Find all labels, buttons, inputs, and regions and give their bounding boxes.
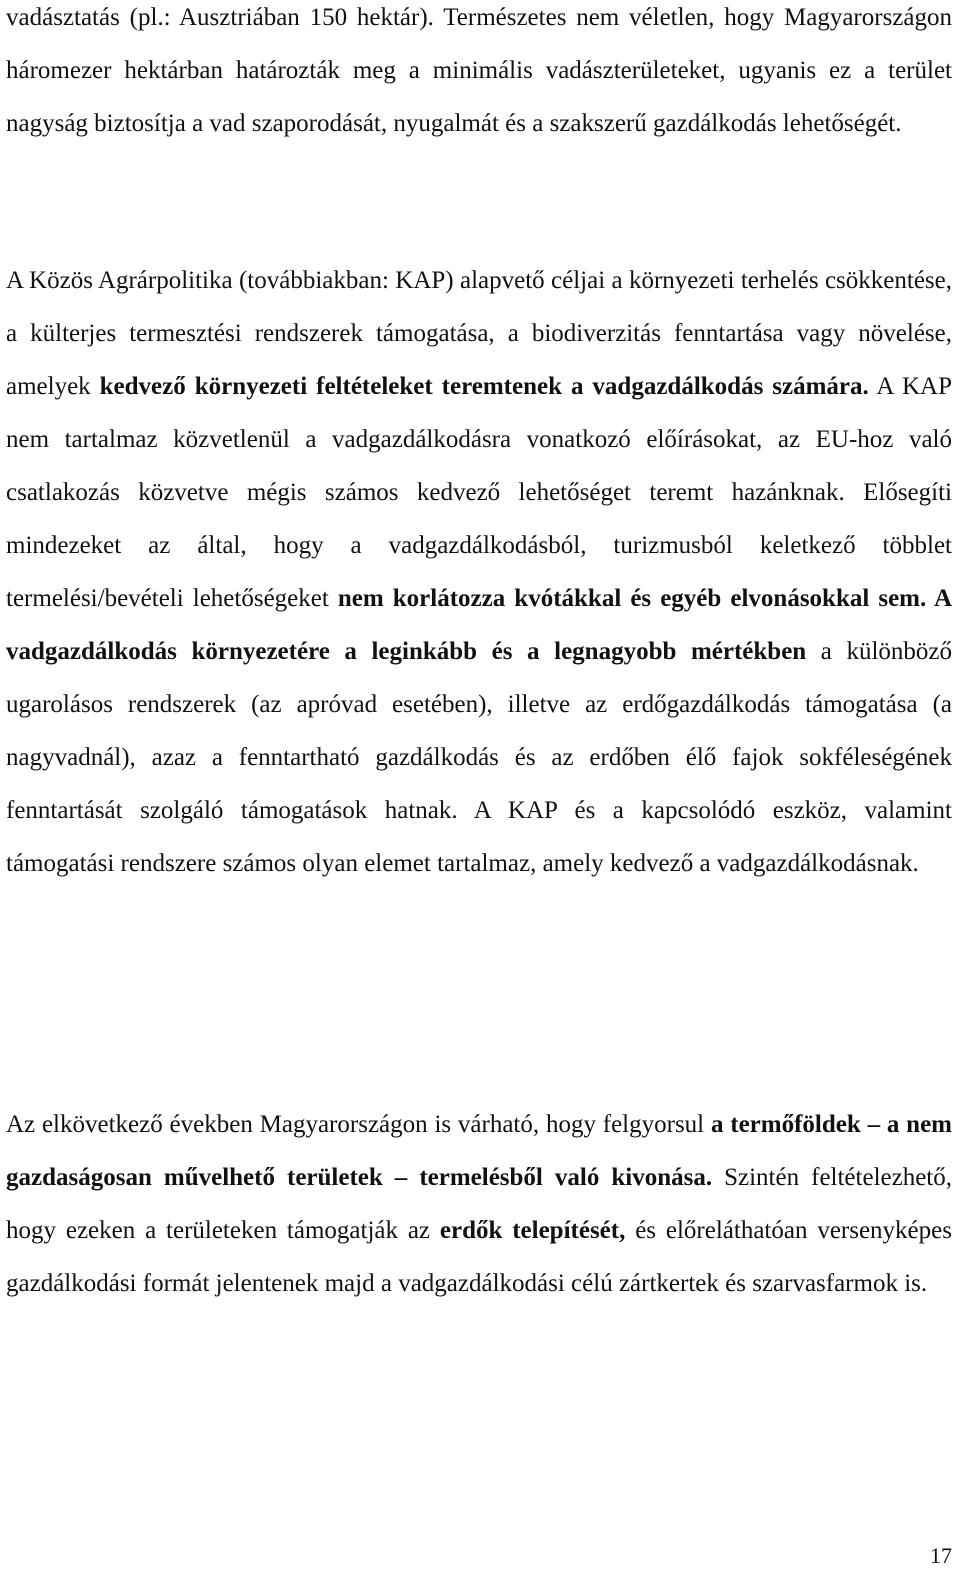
text-segment: Szintén feltételezhető, hogy ezeken a területeken támogatják az [6,1164,952,1244]
page-number: 17 [930,1543,952,1568]
paragraph-cap-objectives [6,254,952,890]
paragraph-future-outlook [6,1098,952,1310]
text-segment: és előreláthatóan versenyképes gazdálkodási formát jelentenek majd a vadgazdálkodási célú zártkertek és szarvasfarmok is. [6,1217,952,1297]
bold-text-segment: erdők telepítését, [439,1217,626,1244]
text-segment: Az elkövetkező években Magyarországon is várható, hogy felgyorsul [6,1111,711,1138]
bold-text-segment: a termőföldek – a nem gazdaságosan művelhető területek – termelésből való kivonása. [6,1111,953,1191]
bold-text-segment: nem korlátozza kvótákkal és egyéb elvonásokkal sem. A vadgazdálkodás környezetére a leginkább és a legnagyobb mértékben [6,585,952,665]
text-segment: vadásztatás (pl.: Ausztriában 150 hektár). Természetes nem véletlen, hogy Magyarországon háromezer hektárban határozták meg a minimális vadászterületeket, ugyanis ez a terület nagyság biztosítja a vad szaporodását, nyugalmát és a szakszerű gazdálkodás lehetőségét. [6,4,952,137]
text-segment: a különböző ugarolásos rendszerek (az apróvad esetében), illetve az erdőgazdálkodás támogatása (a nagyvadnál), azaz a fenntartható gazdálkodás és az erdőben élő fajok sokféleségének fenntartását szolgáló támogatások hatnak. A KAP és a kapcsolódó eszköz, valamint támogatási rendszere számos olyan elemet tartalmaz, amely kedvező a vadgazdálkodásnak. [6,638,953,877]
bold-text-segment: kedvező környezeti feltételeket teremtenek a vadgazdálkodás számára. [99,373,869,400]
text-segment: A Közös Agrárpolitika (továbbiakban: KAP) alapvető céljai a környezeti terhelés csökkentése, a külterjes termesztési rendszerek támogatása, a biodiverzitás fenntartása vagy növelése, amelyek [6,267,952,400]
text-segment: A KAP nem tartalmaz közvetlenül a vadgazdálkodásra vonatkozó előírásokat, az EU-hoz való csatlakozás közvetve mégis számos kedvező lehetőséget teremt hazánknak. Elősegíti mindezeket az által, hogy a vadgazdálkodásból, turizmusból keletkező többlet termelési/bevételi lehetőségeket [6,373,952,612]
paragraph-hunting-area [6,0,952,150]
